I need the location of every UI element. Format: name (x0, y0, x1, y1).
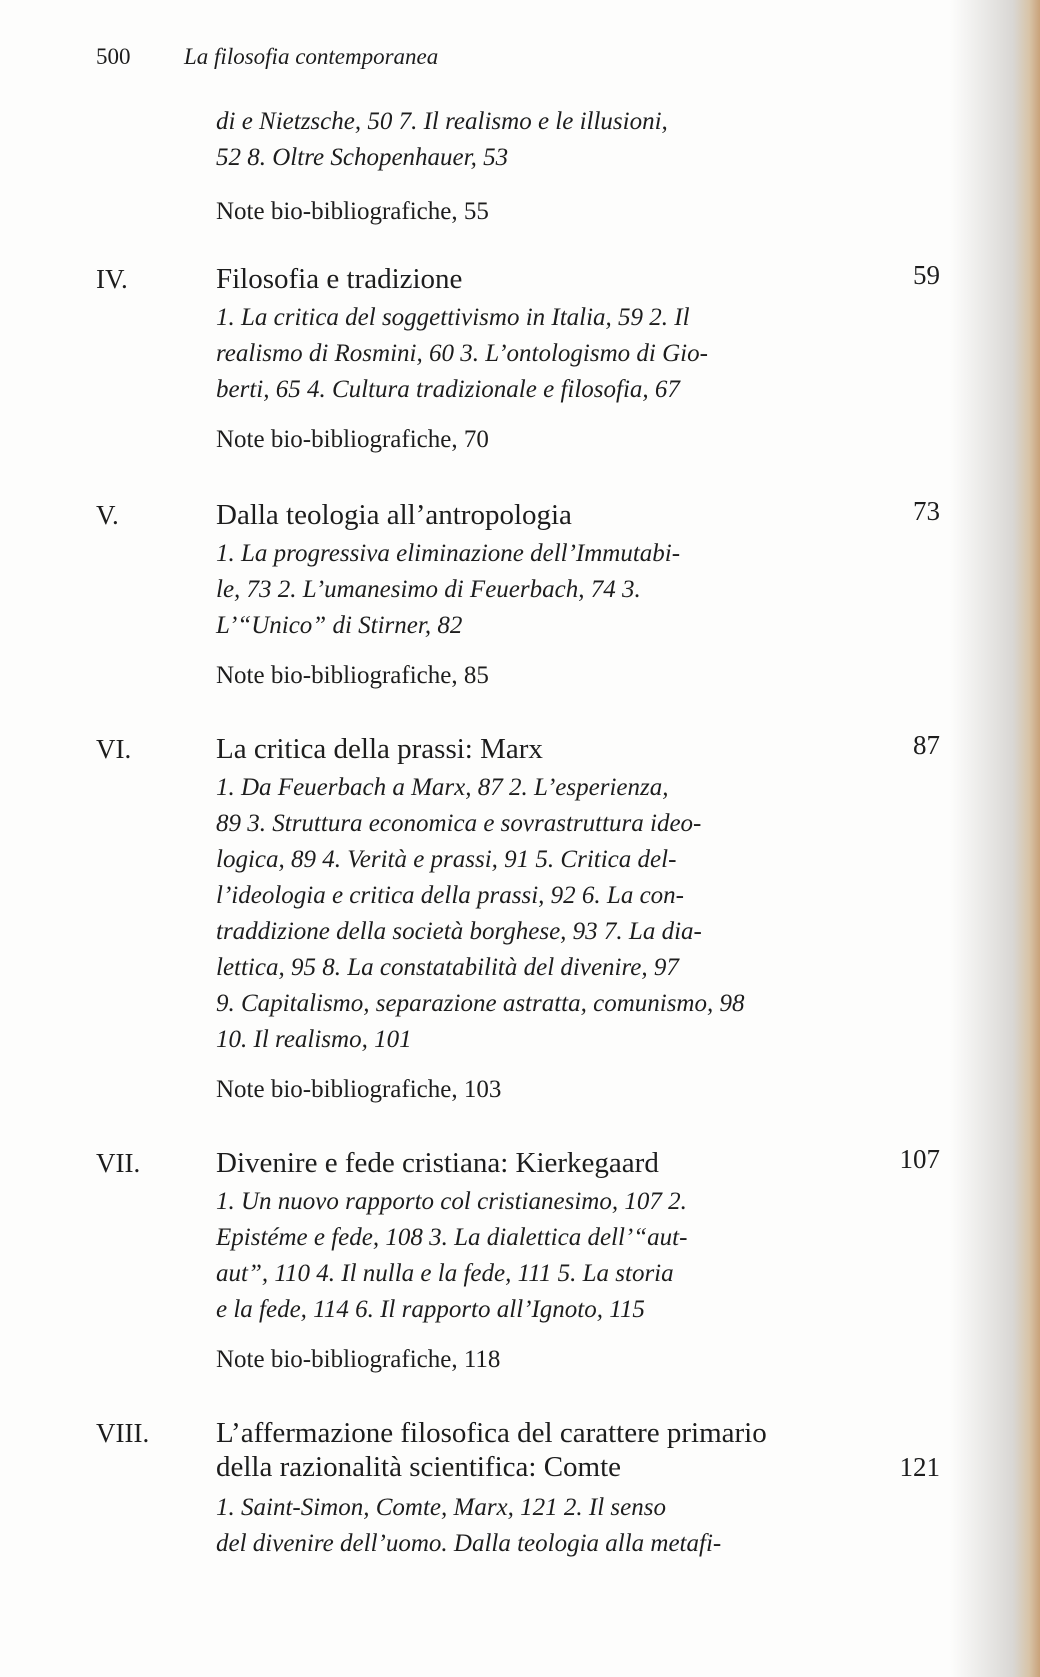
chapter-title: La critica della prassi: Marx (216, 733, 543, 765)
chapter-title: Dalla teologia all’antropologia (216, 499, 572, 531)
section-line: le, 73 2. L’umanesimo di Feuerbach, 74 3. (216, 576, 641, 603)
running-head (96, 44, 438, 70)
section-line: 9. Capitalismo, separazione astratta, comunismo, 98 (216, 990, 745, 1017)
chapter-title: Divenire e fede cristiana: Kierkegaard (216, 1147, 659, 1179)
section-line: realismo di Rosmini, 60 3. L’ontologismo di Gio- (216, 340, 708, 367)
continuation-note: Note bio-bibliografiche, 55 (216, 198, 489, 225)
section-line: e la fede, 114 6. Il rapporto all’Ignoto, 115 (216, 1296, 645, 1323)
section-line: logica, 89 4. Verità e prassi, 91 5. Critica del- (216, 846, 677, 873)
chapter-number: V. (96, 500, 119, 530)
chapter-number: VI. (96, 734, 132, 764)
section-line: 89 3. Struttura economica e sovrastruttura ideo- (216, 810, 702, 837)
section-line: del divenire dell’uomo. Dalla teologia alla metafi- (216, 1530, 722, 1557)
chapter-sections (216, 770, 828, 1058)
chapter-note: Note bio-bibliografiche, 118 (216, 1346, 501, 1373)
chapter-note: Note bio-bibliografiche, 85 (216, 662, 489, 689)
section-line: L’“Unico” di Stirner, 82 (216, 612, 463, 639)
chapter-sections (216, 536, 828, 644)
chapter-page: 107 (899, 1144, 940, 1174)
section-line: 1. La progressiva eliminazione dell’Immutabi- (216, 540, 681, 567)
chapter-number: VII. (96, 1148, 141, 1178)
chapter-note: Note bio-bibliografiche, 103 (216, 1076, 502, 1103)
page-number: 500 (96, 44, 131, 69)
book-title: La filosofia contemporanea (184, 44, 439, 69)
section-line: aut”, 110 4. Il nulla e la fede, 111 5. La storia (216, 1260, 674, 1287)
chapter-sections (216, 1490, 828, 1562)
section-line: 1. Un nuovo rapporto col cristianesimo, 107 2. (216, 1188, 687, 1215)
section-line: traddizione della società borghese, 93 7. La dia- (216, 918, 702, 945)
chapter-sections (216, 300, 828, 408)
chapter-page: 87 (913, 730, 940, 760)
page-edge-shadow (950, 0, 1040, 1677)
chapter-title-line: L’affermazione filosofica del carattere primario (216, 1417, 767, 1449)
section-line: di e Nietzsche, 50 7. Il realismo e le illusioni, (216, 108, 668, 135)
section-line: 1. Saint-Simon, Comte, Marx, 121 2. Il senso (216, 1494, 666, 1521)
chapter-title: Filosofia e tradizione (216, 263, 463, 295)
chapter-number: VIII. (96, 1418, 150, 1448)
chapter-page: 59 (913, 260, 940, 290)
section-line: 52 8. Oltre Schopenhauer, 53 (216, 144, 509, 171)
section-line: berti, 65 4. Cultura tradizionale e filosofia, 67 (216, 376, 680, 403)
chapter-note: Note bio-bibliografiche, 70 (216, 426, 489, 453)
section-line: 1. Da Feuerbach a Marx, 87 2. L’esperienza, (216, 774, 669, 801)
chapter-title (216, 1416, 876, 1484)
section-line: lettica, 95 8. La constatabilità del divenire, 97 (216, 954, 679, 981)
section-line: 10. Il realismo, 101 (216, 1026, 412, 1053)
section-line: 1. La critica del soggettivismo in Italia, 59 2. Il (216, 304, 690, 331)
chapter-title-line: della razionalità scientifica: Comte (216, 1451, 622, 1483)
continuation-sections (216, 104, 828, 176)
chapter-number: IV. (96, 264, 128, 294)
chapter-sections (216, 1184, 828, 1328)
section-line: Epistéme e fede, 108 3. La dialettica dell’“aut- (216, 1224, 688, 1251)
chapter-page: 121 (899, 1452, 940, 1482)
section-line: l’ideologia e critica della prassi, 92 6. La con- (216, 882, 685, 909)
chapter-page: 73 (913, 496, 940, 526)
